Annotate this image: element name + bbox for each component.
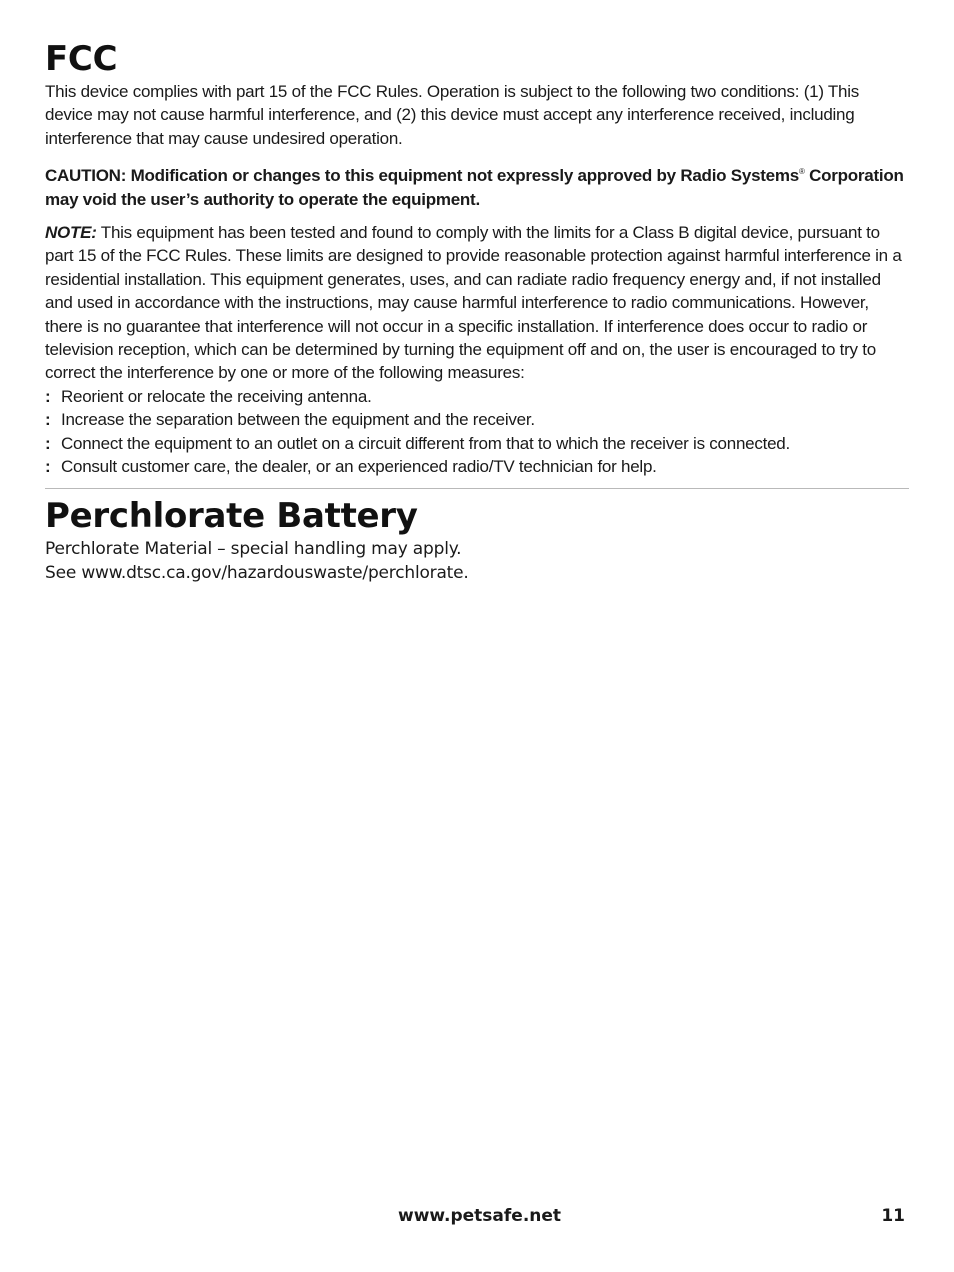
caution-text-2: Corporation may void the user’s authority to operate the equipment. [45,166,904,209]
page-number: 11 [881,1206,905,1226]
note-paragraph [45,221,909,385]
bullet-icon: : [45,433,51,453]
list-item [45,408,909,431]
list-item-text: Connect the equipment to an outlet on a circuit different from that to which the receiver is connected. [61,433,790,453]
caution-paragraph [45,160,909,211]
note-label: NOTE: [45,223,97,243]
section-divider [45,488,909,489]
footer-url: www.petsafe.net [398,1206,562,1226]
list-item [45,385,909,408]
fcc-intro-paragraph: This device complies with part 15 of the FCC Rules. Operation is subject to the following two conditions: (1) This device may not cause harmful interference, and (2) this device must accept any interference received, including interference that may cause undesired operation. [45,82,860,148]
fcc-section [45,38,909,479]
list-item [45,455,909,478]
note-text: This equipment has been tested and found to comply with the limits for a Class B digital device, pursuant to part 15 of the FCC Rules. These limits are designed to provide reasonable protection against harmful interference in a residential installation. This equipment generates, uses, and can radiate radio frequency energy and, if not installed and used in accordance with the instructions, may cause harmful interference to radio communications. However, there is no guarantee that interference will not occur in a specific installation. If interference does occur to radio or television reception, which can be determined by turning the equipment off and on, the user is encouraged to try to correct the interference by one or more of the following measures: [45,223,902,383]
registered-mark: ® [798,167,805,177]
perchlorate-section [45,495,909,585]
perchlorate-line-1: Perchlorate Material – special handling may apply. [45,538,462,559]
perchlorate-heading: Perchlorate Battery [45,495,418,536]
list-item-text: Consult customer care, the dealer, or an experienced radio/TV technician for help. [61,457,657,477]
list-item-text: Increase the separation between the equipment and the receiver. [61,410,535,430]
caution-text-1: CAUTION: Modification or changes to this equipment not expressly approved by Radio Systems [45,166,799,186]
document-page [45,38,909,585]
list-item [45,432,909,455]
bullet-icon: : [45,386,51,406]
perchlorate-line-2: See www.dtsc.ca.gov/hazardouswaste/perchlorate. [45,562,469,583]
bullet-icon: : [45,457,51,477]
bullet-icon: : [45,410,51,430]
fcc-heading: FCC [45,39,118,79]
list-item-text: Reorient or relocate the receiving antenna. [61,386,372,406]
measures-list [45,385,909,479]
page-footer [45,1206,905,1230]
